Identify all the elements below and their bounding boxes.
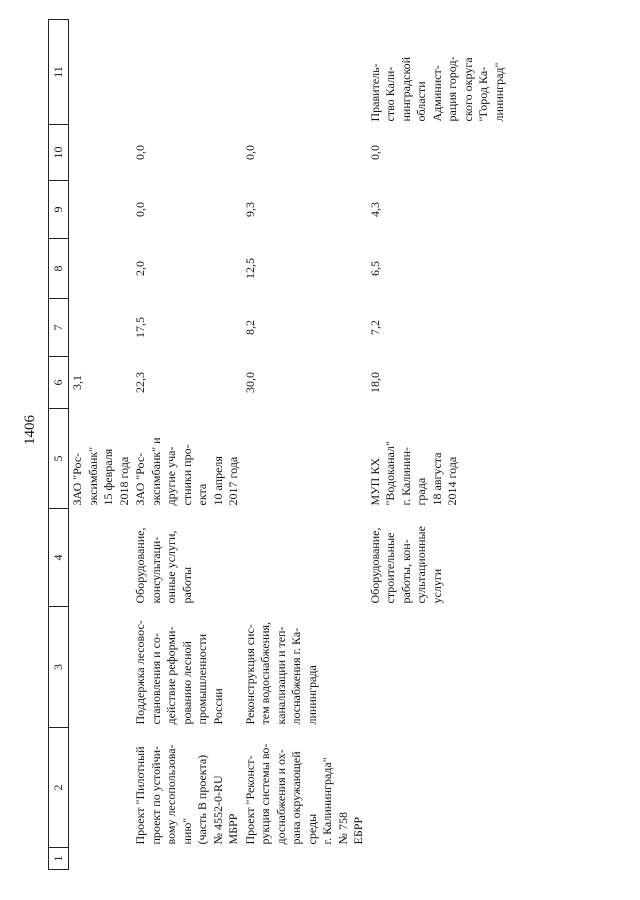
column-header: 6 xyxy=(49,357,69,409)
cell-value: 12,5 xyxy=(242,258,257,279)
cell-value: 30,0 xyxy=(242,372,257,393)
cell-authority xyxy=(132,20,242,125)
cell-purpose: Реконструкция сис- тем водоснабжения, канализации и теп- лоснабжения г. Ка- лининграда xyxy=(242,621,319,725)
cell-authority xyxy=(242,20,367,125)
column-header: 4 xyxy=(49,509,69,607)
cell-value: 8,2 xyxy=(242,320,257,335)
column-header: 2 xyxy=(49,728,69,848)
cell-executor: ЗАО "Рос- эксимбанк" 15 февраля 2018 года xyxy=(70,446,131,506)
cell-value: 0,0 xyxy=(133,202,147,217)
cell-number xyxy=(69,848,133,870)
cell-value: 6,5 xyxy=(367,261,382,276)
cell-number xyxy=(132,848,242,870)
cell-executor: МУП КХ "Водоканал" г. Калинин- града 18 августа 2014 года xyxy=(367,441,459,506)
cell-value: 17,5 xyxy=(133,317,147,338)
column-header: 9 xyxy=(49,181,69,239)
cell-authority: Правитель- ство Кали- нинградской области Админист- рация город- ского округа "Город Ка- лининград" xyxy=(367,56,506,122)
cell-value: 3,1 xyxy=(70,375,84,390)
cell-value xyxy=(69,299,133,357)
cell-supply: Оборудование, строительные работы, кон- сультационные услуги xyxy=(367,526,444,604)
column-header: 11 xyxy=(49,20,69,125)
cell-value: 0,0 xyxy=(133,145,147,160)
data-table xyxy=(48,19,507,870)
cell-project: Проект "Пилотный проект по устойчи- вому лесопользова- нию" (часть В проекта) № 4552-0-RU МБРР xyxy=(133,744,240,845)
page-number: 1406 xyxy=(22,415,38,445)
cell-value xyxy=(69,239,133,299)
table-row xyxy=(367,20,508,870)
cell-value: 0,0 xyxy=(242,145,257,160)
column-header: 5 xyxy=(49,409,69,509)
cell-purpose xyxy=(69,607,133,728)
cell-purpose: Поддержка лесовос- становления и со- действие реформи- рованию лесной промышленности России xyxy=(133,620,225,725)
header-row xyxy=(49,20,69,870)
cell-value xyxy=(69,181,133,239)
cell-purpose xyxy=(367,607,508,728)
cell-executor: ЗАО "Рос- эксимбанк" и другие уча- стники про- екта 10 апреля 2017 года xyxy=(133,437,240,506)
cell-value: 18,0 xyxy=(367,372,382,393)
cell-value: 2,0 xyxy=(133,261,147,276)
cell-value: 7,2 xyxy=(367,320,382,335)
cell-authority xyxy=(69,20,133,125)
cell-project xyxy=(69,728,133,848)
column-header: 8 xyxy=(49,239,69,299)
cell-value xyxy=(69,125,133,181)
cell-supply xyxy=(242,509,367,607)
table-row xyxy=(242,20,367,870)
cell-project xyxy=(367,728,508,848)
column-header: 3 xyxy=(49,607,69,728)
table-row xyxy=(69,20,133,870)
cell-value: 22,3 xyxy=(133,372,147,393)
table-row xyxy=(132,20,242,870)
cell-value: 9,3 xyxy=(242,202,257,217)
cell-value: 0,0 xyxy=(367,145,382,160)
column-header: 10 xyxy=(49,125,69,181)
cell-value: 4,3 xyxy=(367,202,382,217)
cell-executor xyxy=(242,409,367,509)
cell-number xyxy=(367,848,508,870)
column-header: 1 xyxy=(49,848,69,870)
cell-project: Проект "Реконст- рукция системы во- доснабжения и ох- рана окружающей среды г. Калининграда" № 758 ЕБРР xyxy=(242,743,365,845)
column-header: 7 xyxy=(49,299,69,357)
cell-number xyxy=(242,848,367,870)
cell-supply xyxy=(69,509,133,607)
cell-supply: Оборудование, консультаци- онные услуги, работы xyxy=(133,527,194,604)
